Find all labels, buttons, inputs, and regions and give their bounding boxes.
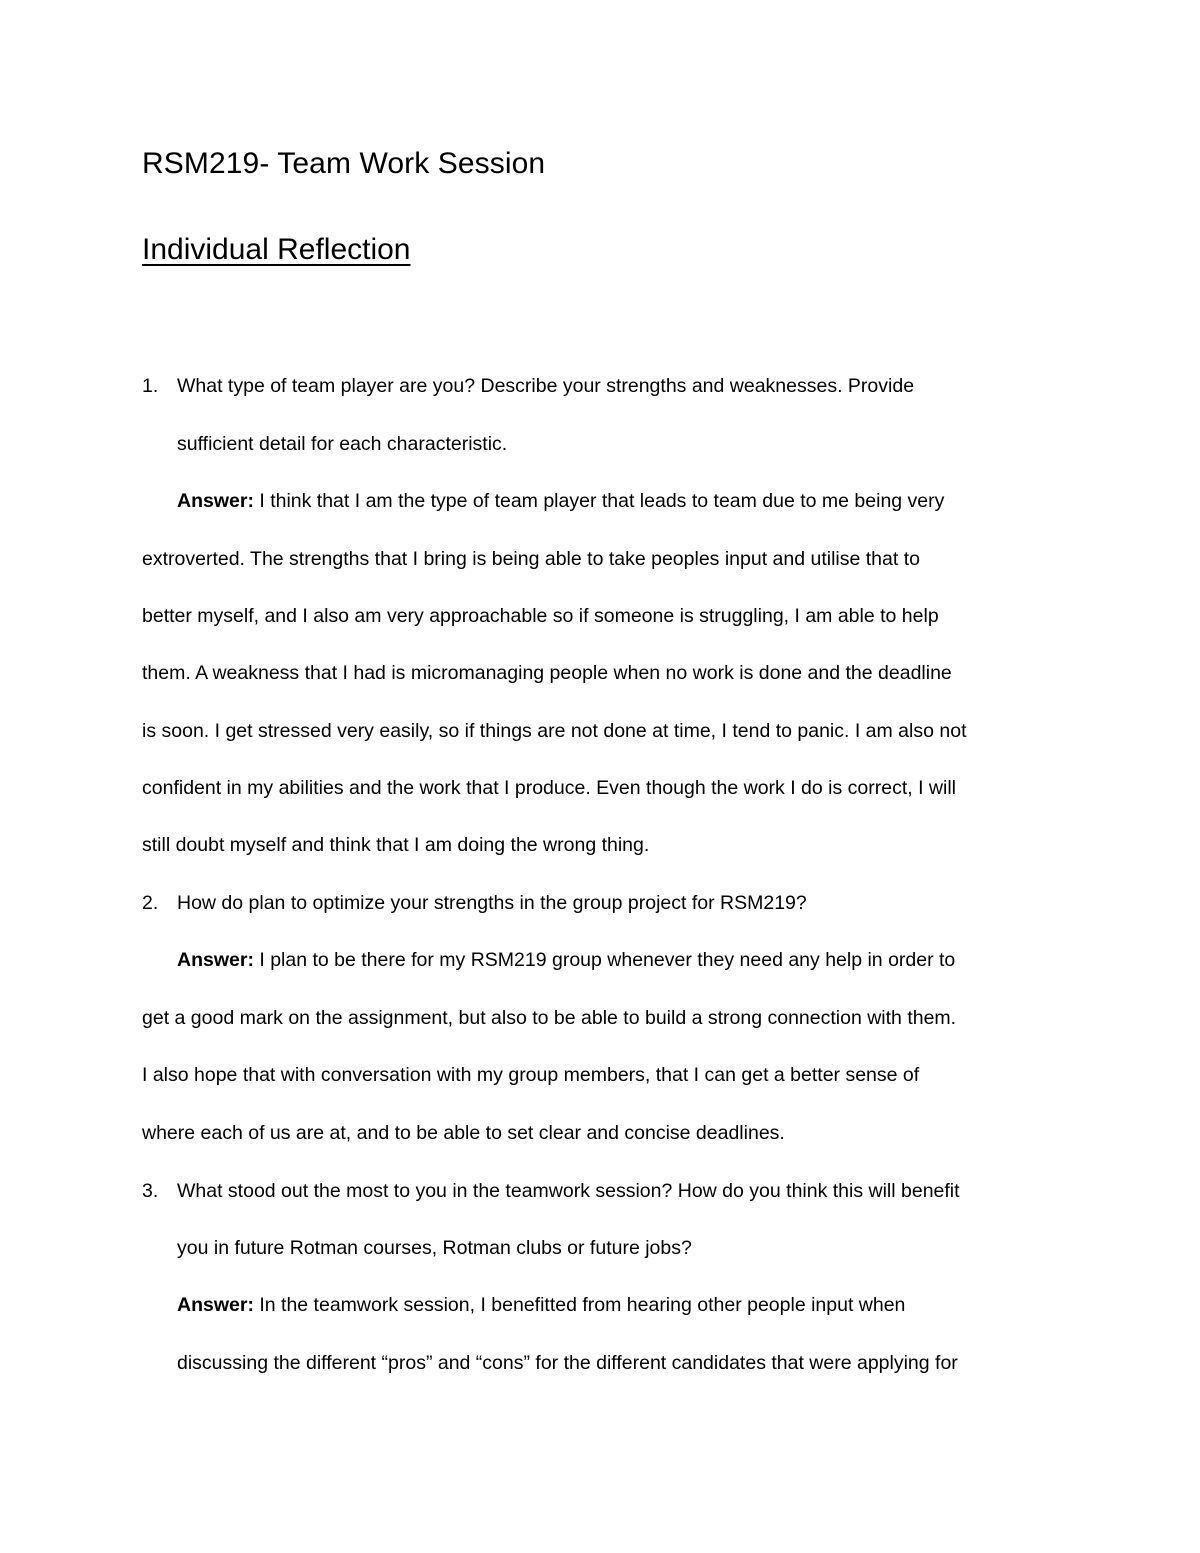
answer-1-line: extroverted. The strengths that I bring is being able to take peoples input and utilise that to (142, 548, 920, 570)
answer-1-label: Answer: (177, 490, 254, 512)
answer-2-label: Answer: (177, 949, 254, 971)
answer-1-line: is soon. I get stressed very easily, so if things are not done at time, I tend to panic. I am also not (142, 720, 967, 742)
answer-2-line: where each of us are at, and to be able to set clear and concise deadlines. (142, 1122, 785, 1144)
answer-3-line (177, 1291, 905, 1319)
question-2-text-line: How do plan to optimize your strengths in the group project for RSM219? (177, 892, 807, 914)
answer-2-line: get a good mark on the assignment, but also to be able to build a strong connection with them. (142, 1007, 957, 1029)
answer-3-line: discussing the different “pros” and “cons” for the different candidates that were applying for (177, 1352, 958, 1374)
answer-1-text: I think that I am the type of team player that leads to team due to me being very (253, 490, 945, 512)
document-title: RSM219- Team Work Session (142, 147, 546, 180)
answer-2-line (177, 946, 955, 974)
answer-3-label: Answer: (177, 1294, 254, 1316)
answer-1-line: still doubt myself and think that I am doing the wrong thing. (142, 834, 650, 856)
answer-2-text: I plan to be there for my RSM219 group whenever they need any help in order to (253, 949, 956, 971)
answer-1-line: confident in my abilities and the work that I produce. Even though the work I do is correct, I will (142, 777, 956, 799)
question-3-number: 3. (142, 1180, 159, 1202)
question-3-text-line: you in future Rotman courses, Rotman clubs or future jobs? (177, 1237, 692, 1259)
answer-2-line: I also hope that with conversation with my group members, that I can get a better sense of (142, 1064, 920, 1086)
answer-1-line: them. A weakness that I had is micromanaging people when no work is done and the deadline (142, 662, 952, 684)
document-subtitle: Individual Reflection (142, 233, 411, 266)
question-1-number: 1. (142, 375, 159, 397)
question-2-number: 2. (142, 892, 159, 914)
question-1-text-line: sufficient detail for each characteristic. (177, 433, 508, 455)
question-3-text-line: What stood out the most to you in the teamwork session? How do you think this will benefit (177, 1180, 960, 1202)
question-1-text-line: What type of team player are you? Describe your strengths and weaknesses. Provide (177, 375, 915, 397)
answer-3-text: In the teamwork session, I benefitted from hearing other people input when (253, 1294, 906, 1316)
answer-1-line (177, 487, 944, 515)
answer-1-line: better myself, and I also am very approachable so if someone is struggling, I am able to help (142, 605, 939, 627)
